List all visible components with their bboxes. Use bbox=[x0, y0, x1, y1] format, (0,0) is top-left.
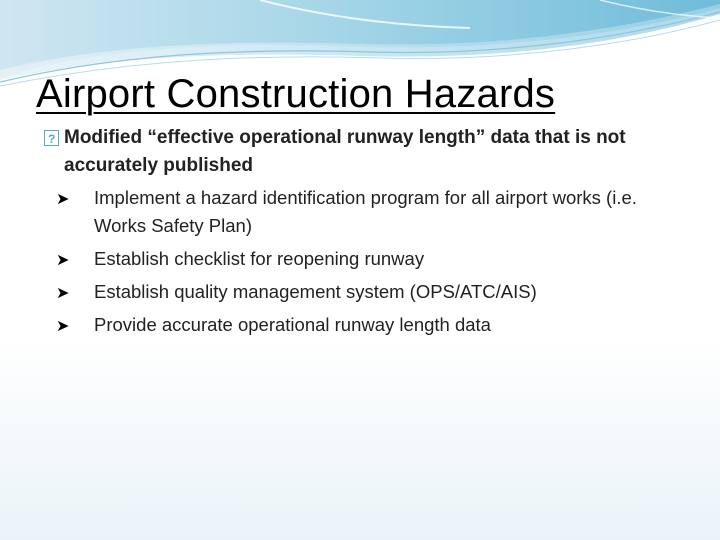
missing-glyph-box-icon bbox=[44, 130, 59, 146]
slide-body bbox=[44, 124, 684, 344]
sub-bullet-item bbox=[44, 278, 684, 306]
main-bullet-text: Modified “effective operational runway length” data that is not accurately published bbox=[64, 127, 626, 176]
sub-bullet-list bbox=[44, 184, 684, 339]
sub-bullet-item bbox=[44, 184, 684, 240]
sub-bullet-text: Establish checklist for reopening runway bbox=[94, 248, 425, 269]
sub-bullet-text: Establish quality management system (OPS/ATC/AIS) bbox=[94, 281, 537, 302]
sub-bullet-text: Implement a hazard identification program for all airport works (i.e. Works Safety Plan) bbox=[94, 187, 637, 236]
arrowhead-bullet-icon: ➤ bbox=[56, 283, 70, 302]
sub-bullet-item bbox=[44, 311, 684, 339]
arrowhead-bullet-icon: ➤ bbox=[56, 250, 70, 269]
arrowhead-bullet-icon: ➤ bbox=[56, 189, 70, 208]
slide-title: Airport Construction Hazards bbox=[36, 72, 556, 116]
sub-bullet-item bbox=[44, 245, 684, 273]
arrowhead-bullet-icon: ➤ bbox=[56, 316, 70, 335]
sub-bullet-text: Provide accurate operational runway length data bbox=[94, 314, 491, 335]
main-bullet bbox=[44, 124, 684, 180]
